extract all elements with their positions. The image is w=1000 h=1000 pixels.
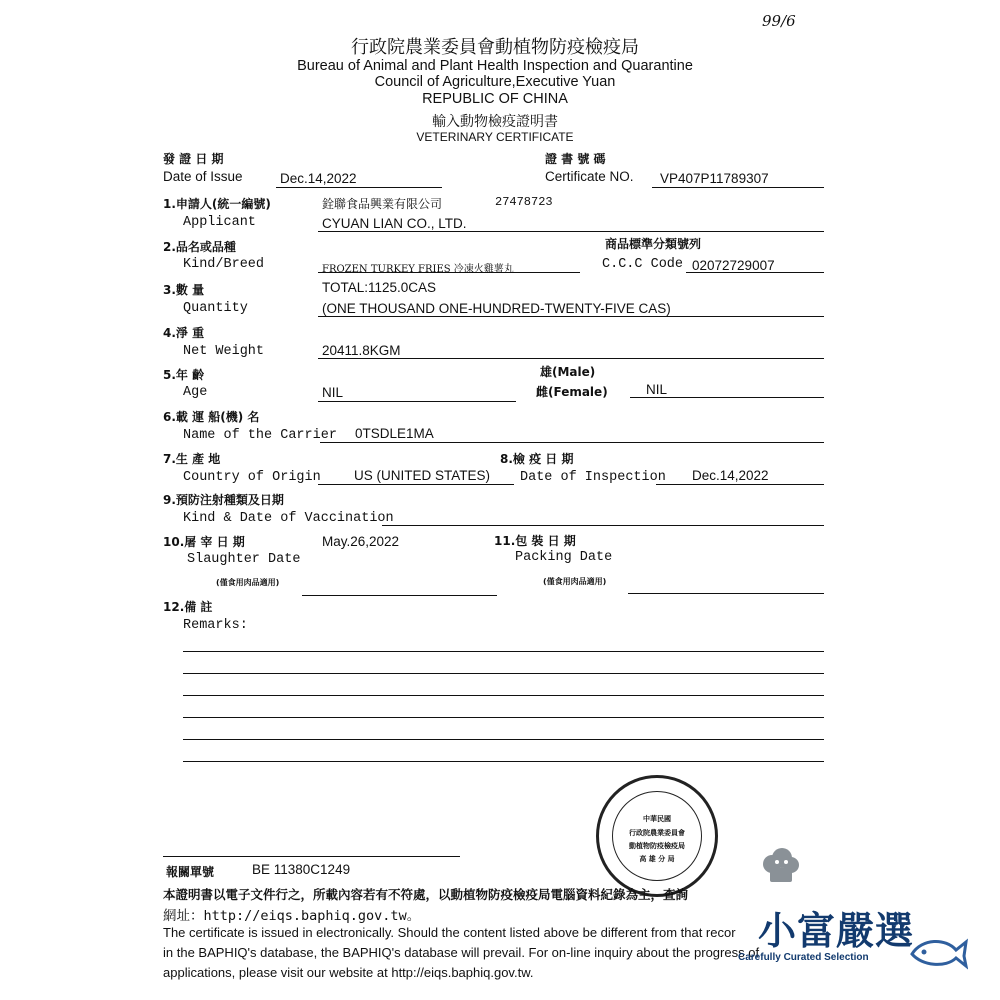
brand-logo-text: 小富嚴選: [758, 909, 915, 953]
issue-date-label: Date of Issue: [163, 169, 243, 184]
chef-hat-icon: [758, 848, 804, 897]
origin-label: Country of Origin: [183, 470, 321, 485]
certificate-number-label-cn: 證 書 號 碼: [545, 152, 606, 166]
origin-value: US (UNITED STATES): [354, 468, 491, 483]
bureau-title-en: Bureau of Animal and Plant Health Inspection and Quarantine: [297, 58, 693, 74]
sex-value: NIL: [646, 382, 668, 397]
ccc-code-label: C.C.C Code: [602, 257, 684, 272]
applicant-line: [318, 231, 824, 232]
remarks-line: [183, 717, 824, 718]
net-weight-line: [318, 358, 824, 359]
kind-label-cn: 2.品名或品種: [163, 240, 236, 254]
footer-en-line1: The certificate is issued in electronically. Should the content listed above be different from that recor: [163, 925, 736, 940]
ccc-code-value: 02072729007: [692, 258, 775, 273]
female-label: 雌(Female): [536, 385, 608, 399]
packing-label: Packing Date: [515, 550, 613, 565]
footer-cn-line2: 網址：http://eiqs.baphiq.gov.tw。: [163, 908, 421, 924]
declaration-label: 報關單號: [166, 865, 215, 879]
issue-date-label-cn: 發 證 日 期: [163, 152, 224, 166]
inspection-label: Date of Inspection: [520, 470, 666, 485]
carrier-line: [320, 442, 824, 443]
age-value: NIL: [322, 385, 344, 400]
bureau-title-cn: 行政院農業委員會動植物防疫檢疫局: [351, 37, 639, 58]
vaccination-line: [382, 525, 824, 526]
quantity-line: [318, 316, 824, 317]
male-label: 雄(Male): [540, 365, 596, 379]
slaughter-line: [302, 595, 497, 596]
net-weight-label: Net Weight: [183, 344, 265, 359]
slaughter-note: (僅食用肉品適用): [216, 578, 280, 587]
age-line: [318, 401, 516, 402]
handwritten-note: 99/6: [762, 12, 796, 30]
seal-text: 中華民國: [643, 815, 671, 823]
remarks-line: [183, 673, 824, 674]
slaughter-value: May.26,2022: [322, 534, 400, 549]
certificate-number-label: Certificate NO.: [545, 169, 634, 184]
kind-value: FROZEN TURKEY FRIES 冷凍火雞薯丸: [322, 264, 514, 275]
seal-text: 行政院農業委員會: [629, 829, 685, 837]
net-weight-label-cn: 4.淨 重: [163, 326, 205, 340]
country-title: REPUBLIC OF CHINA: [422, 91, 568, 107]
certificate-number-value: VP407P11789307: [660, 171, 769, 186]
quantity-label-cn: 3.數 量: [163, 283, 205, 297]
origin-label-cn: 7.生 產 地: [163, 452, 221, 466]
quantity-words: (ONE THOUSAND ONE-HUNDRED-TWENTY-FIVE CAS): [322, 301, 671, 316]
footer-cn-line1: 本證明書以電子文件行之，所載內容若有不符處，以動植物防疫檢疫局電腦資料紀錄為主，查詢: [163, 887, 689, 902]
slaughter-label: Slaughter Date: [187, 552, 301, 567]
fish-icon: [908, 930, 968, 975]
packing-line: [628, 593, 824, 594]
carrier-label: Name of the Carrier: [183, 428, 337, 443]
origin-line: [318, 484, 514, 485]
remarks-line: [183, 761, 824, 762]
certificate-title-cn: 輸入動物檢疫證明書: [432, 114, 558, 130]
applicant-name-cn: 銓聯食品興業有限公司: [322, 197, 443, 211]
remarks-line: [183, 739, 824, 740]
applicant-name-en: CYUAN LIAN CO., LTD.: [322, 216, 467, 231]
applicant-label: Applicant: [183, 215, 256, 230]
quantity-total: TOTAL:1125.0CAS: [322, 280, 437, 295]
carrier-label-cn: 6.載 運 船(機) 名: [163, 410, 260, 424]
remarks-label: Remarks:: [183, 618, 248, 633]
applicant-id: 27478723: [495, 195, 553, 209]
council-title: Council of Agriculture,Executive Yuan: [374, 74, 616, 90]
declaration-top-line: [163, 856, 460, 857]
ccc-code-label-cn: 商品標準分類號列: [605, 237, 702, 251]
remarks-line: [183, 651, 824, 652]
carrier-value: 0TSDLE1MA: [355, 426, 434, 441]
applicant-label-cn: 1.申請人(統一編號): [163, 197, 271, 211]
net-weight-value: 20411.8KGM: [322, 343, 401, 358]
packing-note: (僅食用肉品適用): [543, 577, 607, 586]
footer-en-line2: in the BAPHIQ's database, the BAPHIQ's database will prevail. For on-line inquiry about the progress of: [163, 945, 760, 960]
certificate-title-en: VETERINARY CERTIFICATE: [416, 130, 574, 144]
ccc-code-line: [686, 272, 824, 273]
seal-text: 動植物防疫檢疫局: [629, 842, 685, 850]
official-seal: [596, 775, 718, 897]
inspection-label-cn: 8.檢 疫 日 期: [500, 452, 574, 466]
sex-line: [630, 397, 824, 398]
age-label: Age: [183, 385, 208, 400]
slaughter-label-cn: 10.屠 宰 日 期: [163, 535, 245, 549]
kind-line: [318, 272, 580, 273]
declaration-value: BE 11380C1249: [252, 862, 351, 877]
packing-label-cn: 11.包 裝 日 期: [494, 534, 576, 548]
age-label-cn: 5.年 齡: [163, 368, 205, 382]
remarks-line: [183, 695, 824, 696]
issue-date-value: Dec.14,2022: [280, 171, 357, 186]
issue-date-line: [276, 187, 442, 188]
inspection-value: Dec.14,2022: [692, 468, 769, 483]
footer-en-line3: applications, please visit our website at http://eiqs.baphiq.gov.tw.: [163, 965, 534, 980]
remarks-label-cn: 12.備 註: [163, 600, 213, 614]
brand-logo-subtitle: Carefully Curated Selection: [738, 952, 869, 963]
certificate-number-line: [652, 187, 824, 188]
inspection-line: [656, 484, 824, 485]
vaccination-label: Kind & Date of Vaccination: [183, 511, 394, 526]
vaccination-label-cn: 9.預防注射種類及日期: [163, 493, 284, 507]
seal-text: 高 雄 分 局: [639, 855, 675, 863]
kind-label: Kind/Breed: [183, 257, 265, 272]
quantity-label: Quantity: [183, 301, 248, 316]
